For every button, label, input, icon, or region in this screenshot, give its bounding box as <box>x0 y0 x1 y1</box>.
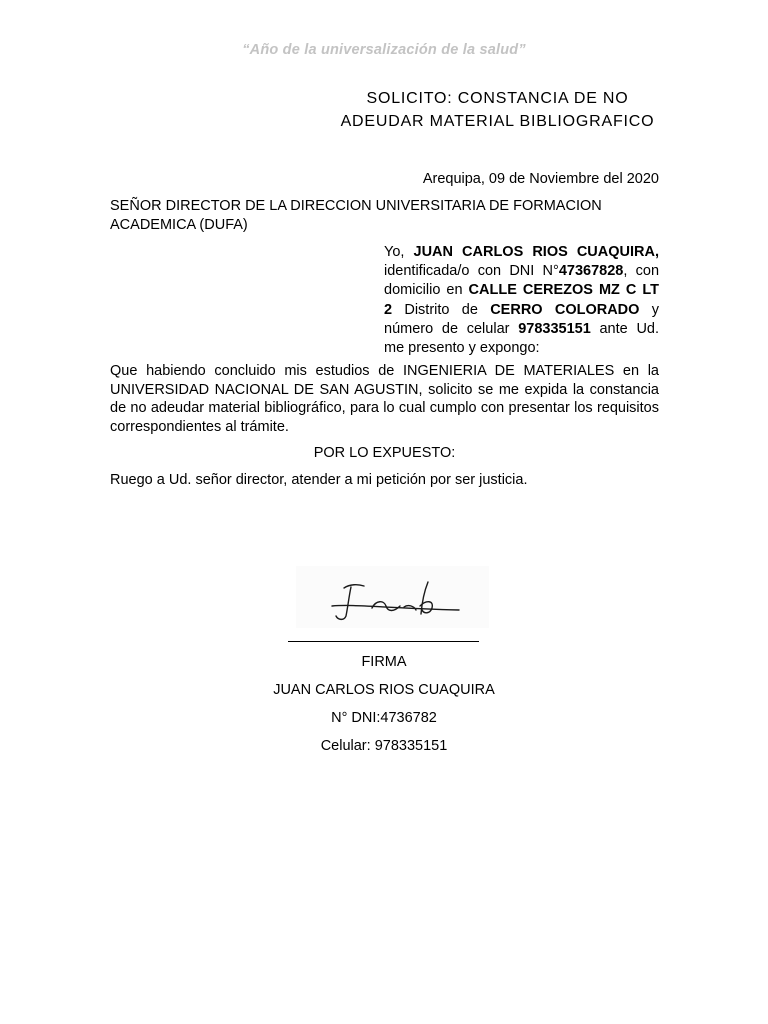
signer-dni: N° DNI:4736782 <box>331 710 437 726</box>
applicant-address: CALLE CEREZOS MZ C LT 2 <box>384 282 659 318</box>
subject-line-1: SOLICITO: CONSTANCIA DE NO <box>366 90 629 107</box>
intro-text-4: Distrito de <box>392 301 491 318</box>
por-lo-expuesto: POR LO EXPUESTO: <box>313 445 456 461</box>
letter-date: Arequipa, 09 de Noviembre del 2020 <box>422 171 659 187</box>
applicant-dni: 47367828 <box>558 263 624 280</box>
motto-header: “Año de la universalización de la salud” <box>242 42 526 58</box>
intro-text-1: Yo, <box>384 244 414 260</box>
body-paragraph: Que habiendo concluido mis estudios de INGENIERIA DE MATERIALES en la UNIVERSIDAD NACIONAL DE SAN AGUSTIN, solicito se me expida la constancia de no adeudar material bibliográfico, para lo cual cumplo con presentar los requisitos correspondientes al trámite. <box>110 363 659 435</box>
handwritten-signature <box>324 576 464 626</box>
intro-text-6: ante Ud. me presento y expongo: <box>384 320 660 357</box>
signer-phone: Celular: 978335151 <box>320 738 448 754</box>
addressee: SEÑOR DIRECTOR DE LA DIRECCION UNIVERSITARIA DE FORMACION ACADEMICA (DUFA) <box>110 198 602 233</box>
intro-text-5: y número de celular <box>384 301 659 337</box>
applicant-phone: 978335151 <box>518 320 591 337</box>
intro-text-2: identificada/o con DNI N° <box>384 263 559 280</box>
signature-line <box>288 641 479 642</box>
closing-request: Ruego a Ud. señor director, atender a mi petición por ser justicia. <box>110 472 528 488</box>
signature-label: FIRMA <box>361 654 407 670</box>
intro-text-3: , con domicilio en <box>384 263 660 299</box>
subject-line-2: ADEUDAR MATERIAL BIBLIOGRAFICO <box>340 113 655 130</box>
intro-paragraph <box>384 243 659 358</box>
applicant-name: JUAN CARLOS RIOS CUAQUIRA, <box>413 244 659 260</box>
applicant-district: CERRO COLORADO <box>490 301 640 318</box>
signer-name: JUAN CARLOS RIOS CUAQUIRA <box>273 682 495 698</box>
